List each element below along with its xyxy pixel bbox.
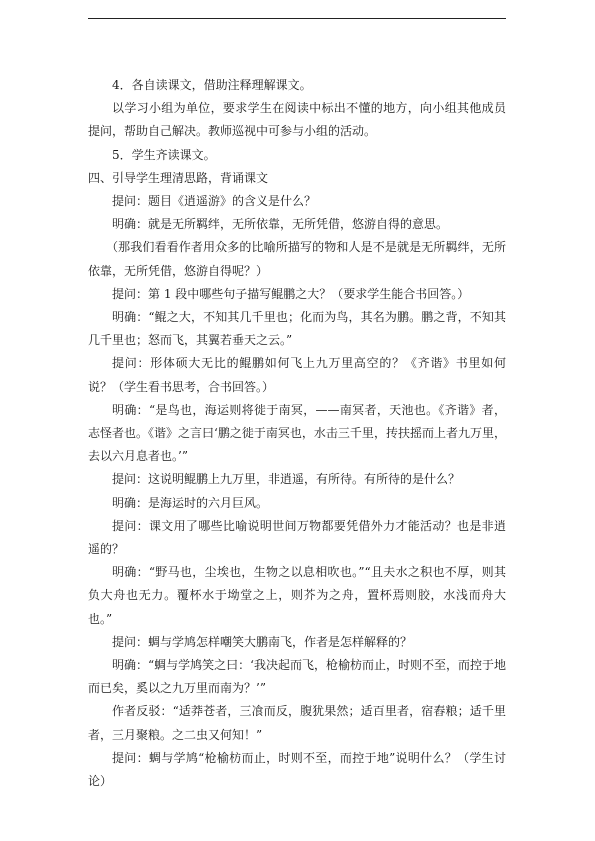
paragraph: 提问：形体硕大无比的鲲鹏如何飞上九万里高空的？《齐谐》书里如何说？（学生看书思考，合书回答。） (88, 356, 506, 394)
paragraph: 提问：蜩与学鸠怎样嘲笑大鹏南飞，作者是怎样解释的？ (112, 634, 413, 649)
paragraph: （那我们看看作者用众多的比喻所描写的物和人是不是就是无所羁绊，无所依靠，无所凭借，悠游自得呢？） (88, 240, 506, 278)
paragraph: 4．各自读课文，借助注释理解课文。 (112, 78, 312, 92)
paragraph: 明确：就是无所羁绊，无所依靠，无所凭借，悠游自得的意思。 (112, 217, 449, 232)
paragraph: 5．学生齐读课文。 (112, 147, 216, 162)
paragraph: 明确：“鲲之大，不知其几千里也；化而为鸟，其名为鹏。鹏之背，不知其几千里也；怒而飞，其翼若垂天之云。” (88, 310, 506, 348)
document-body (88, 74, 506, 793)
paragraph: 明确：“蜩与学鸠笑之曰：‘我决起而飞，枪榆枋而止，时则不至，而控于地而已矣，奚以之九万里而南为？’” (88, 658, 506, 696)
paragraph: 四、引导学生理清思路，背诵课文 (88, 170, 269, 185)
paragraph: 提问：这说明鲲鹏上九万里，非逍遥，有所待。有所待的是什么？ (112, 472, 461, 487)
header-rule (88, 18, 506, 19)
paragraph: 明确：是海运时的六月巨风。 (112, 495, 269, 510)
paragraph: 作者反驳：“适莽苍者，三飡而反，腹犹果然；适百里者，宿舂粮；适千里者，三月聚粮。之二虫又何知！” (88, 704, 506, 742)
paragraph: 提问：第 1 段中哪些句子描写鲲鹏之大？（要求学生能合书回答。） (112, 286, 470, 301)
paragraph: 以学习小组为单位，要求学生在阅读中标出不懂的地方，向小组其他成员提问，帮助自己解决。教师巡视中可参与小组的活动。 (88, 101, 506, 139)
paragraph: 提问：题目《逍遥游》的含义是什么？ (112, 194, 317, 209)
paragraph: 明确：“野马也，尘埃也，生物之以息相吹也。”“且夫水之积也不厚，则其负大舟也无力。覆杯水于坳堂之上，则芥为之舟，置杯焉则胶，水浅而舟大也。” (88, 565, 506, 626)
paragraph: 明确：“是鸟也，海运则将徙于南冥，——南冥者，天池也。《齐谐》者，志怪者也。《谐》之言曰‘鹏之徙于南冥也，水击三千里，抟扶摇而上者九万里，去以六月息者也。’” (88, 402, 506, 464)
paragraph: 提问：蜩与学鸠“枪榆枋而止，时则不至，而控于地”说明什么？（学生讨论） (88, 750, 506, 789)
paragraph: 提问：课文用了哪些比喻说明世间万物都要凭借外力才能活动？也是非逍遥的？ (88, 518, 506, 557)
